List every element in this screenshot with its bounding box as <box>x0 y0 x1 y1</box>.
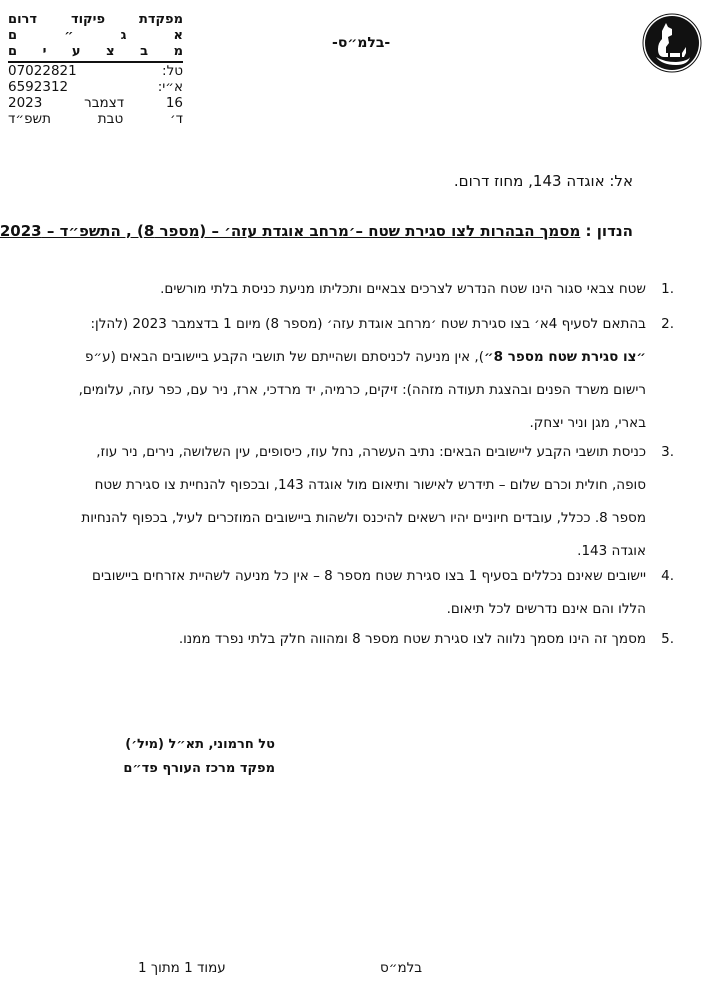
paragraph-text-b: ), אין מניעה לכניסתם ושהייתם של תושבי הקבע ביישובים הבאים (ע״פ רישום משרד הפנים ובהצגת תעודה מזהה): זיקים, כרמיה, יד מרדכי, ארז, ניר עם, כפר עזה, עלומים, בארי, מגן וניר יצחק. <box>78 349 646 431</box>
paragraph-2 <box>78 308 674 440</box>
command-value-2: דרום <box>8 12 37 27</box>
subject-text: מסמך הבהרות לצו סגירת שטח –׳מרחב אוגדת עזה׳ – (מספר 8) , התשפ״ד – 2023 <box>0 222 581 240</box>
phone-value: 07022821 <box>8 63 77 79</box>
signatory-name: טל חרמוני, תא״ל (מיל׳) <box>125 737 275 752</box>
paragraph-text: שטח צבאי סגור הינו שטח הנדרש לצרכים צבאיים ותכליתו מניעת כניסת בלתי מורשים. <box>160 281 646 297</box>
acronym-letter: ם <box>8 44 18 59</box>
gregorian-date-row <box>8 95 183 111</box>
paragraph-5 <box>78 623 674 656</box>
acronym-row-1 <box>8 28 183 44</box>
phone-label: טל: <box>162 63 183 79</box>
acronym-letter: ג <box>120 28 127 43</box>
paragraph-number: 5. <box>661 631 674 647</box>
paragraph-number: 4. <box>661 568 674 584</box>
paragraph-text: יישובים שאינם נכללים בסעיף 1 בצו סגירת שטח מספר 8 – אין כל מניעה לשהיית אזרחים ביישובים הללו והם אינם נדרשים לכל תיאום. <box>92 568 646 617</box>
paragraph-text: כניסת תושבי הקבע ליישובים הבאים: נתיב העשרה, נחל עוז, כיסופים, עין השלושה, נירים, ניר עוז, סופה, חולית וכרם שלום – תידרש לאישור ותיאום מול אוגדה 143, ובכפוף להנחיית צו סגירת שטח מספר 8. ככלל, עובדים חיוניים יהיו רשאים להיכנס ולשהות ביישובים המוזכרים לעיל, בכפוף להנחיות אוגדה 143. <box>81 444 646 559</box>
id-value: 6592312 <box>8 79 69 95</box>
acronym-letter: מ <box>173 44 183 59</box>
signatory-title: מפקד מרכז העורף פד״ם <box>123 761 275 776</box>
hebrew-date-row <box>8 111 183 127</box>
phone-row <box>8 63 183 79</box>
classification-footer: בלמ״ס <box>380 960 423 976</box>
acronym-letter: ע <box>71 44 81 59</box>
acronym-row-2 <box>8 44 183 60</box>
subject-line <box>0 222 633 240</box>
paragraph-3 <box>78 436 674 568</box>
paragraph-number: 3. <box>661 444 674 460</box>
paragraph-text-a: בהתאם לסעיף 4א׳ בצו סגירת שטח ׳מרחב אוגדת עזה׳ (מספר 8) מיום 1 בדצמבר 2023 (להלן: <box>90 316 646 332</box>
heb-date-year: תשפ״ד <box>8 111 51 127</box>
date-year: 2023 <box>8 95 43 111</box>
header-info <box>8 63 183 127</box>
subject-label: הנדון : <box>585 222 633 240</box>
heb-date-month: טבת <box>97 111 124 127</box>
recipient-line: אל: אוגדה 143, מחוז דרום. <box>453 172 633 190</box>
paragraph-bold-term: ״צו סגירת שטח מספר 8״ <box>484 349 646 365</box>
command-value-1: פיקוד <box>70 12 105 27</box>
paragraph-text: מסמך זה הינו מסמך נלווה לצו סגירת שטח מספר 8 ומהווה חלק בלתי נפרד ממנו. <box>178 631 646 647</box>
paragraph-1 <box>78 273 674 306</box>
sender-header-block <box>8 12 183 127</box>
id-row <box>8 79 183 95</box>
acronym-letter: ״ <box>64 28 74 43</box>
acronym-letter: ב <box>140 44 149 59</box>
signature-block <box>75 733 275 781</box>
date-day: 16 <box>165 95 183 111</box>
paragraph-number: 1. <box>661 281 674 297</box>
date-month: דצמבר <box>84 95 125 111</box>
command-label: מפקדת <box>138 12 183 27</box>
paragraph-4 <box>78 560 674 626</box>
classification-top: -בלמ״ס- <box>332 35 391 51</box>
acronym-letter: צ <box>106 44 115 59</box>
acronym-letter: א <box>173 28 183 43</box>
acronym-letter: י <box>42 44 47 59</box>
page-number: עמוד 1 מתוך 1 <box>138 960 226 976</box>
command-row <box>8 12 183 28</box>
heb-date-day: ד׳ <box>170 111 183 127</box>
paragraph-number: 2. <box>661 316 674 332</box>
id-label: א״י: <box>157 79 183 95</box>
acronym-letter: ם <box>8 28 18 43</box>
unit-emblem-fox-icon <box>642 13 702 73</box>
